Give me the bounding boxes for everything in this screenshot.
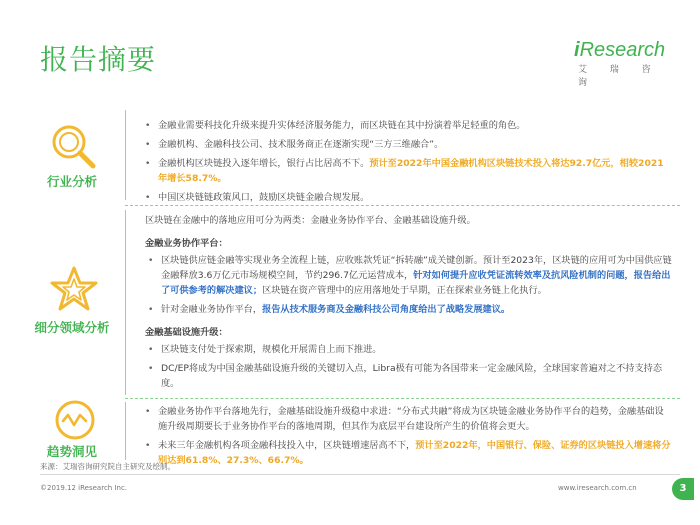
bullet-text: 未来三年金融机构各项金融科技投入中，区块链增速居高不下，	[158, 440, 416, 451]
divider-trend	[125, 402, 126, 460]
highlight-text: 预计至2022年中国金融机构区块链技术投入将达92.7亿元，相较2021年增长58.7%。	[158, 158, 664, 184]
divider-industry	[125, 110, 126, 200]
copyright: ©2019.12 iResearch Inc.	[40, 484, 128, 492]
list-item: • DC/EP将成为中国金融基础设施升级的关键切入点，Libra极有可能为各国带来一定金融风险，全球国家普遍对之不持支持态度。	[145, 361, 673, 391]
highlight-text: 针对如何提升应收凭证流转效率及抗风险机制的问题，报告给出了可供参考的解决建议；	[161, 270, 671, 296]
bullet-text: 区块链供应链金融等实现业务全流程上链，应收账款凭证“拆转融”成关键创新。预计至2023年，区块链的应用可为中国供应链金融释放3.6万亿元市场规模空间，节约296.7亿元运营成本，	[161, 255, 672, 281]
highlight-text: 报告从技术服务商及金融科技公司角度给出了战略发展建议。	[262, 304, 511, 315]
trend-wave-icon	[53, 398, 97, 442]
logo-i: i	[574, 39, 580, 61]
list-item: • 中国区块链链政策风口，鼓励区块链金融合规发展。	[142, 190, 672, 205]
iresearch-logo	[574, 40, 666, 88]
section-label-segment: 细分领域分析	[34, 320, 110, 335]
divider-dashed	[125, 398, 680, 399]
list-item	[142, 438, 672, 468]
page-title: 报告摘要	[40, 43, 157, 76]
bullet-text: 金融机构区块链投入逐年增长，银行占比居高不下。	[158, 158, 370, 169]
list-item: • 金融业务协作平台落地先行，金融基础设施升级稳中求进：“分布式共融”将成为区块链金融业务协作平台的趋势，金融基础设施升级周期要长于业务协作平台的落地周期，但其作为底层平台建设所产生的价值将会更大。	[142, 404, 672, 434]
bullet-text: 区块链在资产管理中的应用落地处于早期，正在探索业务链上化执行。	[262, 285, 547, 296]
star-icon	[46, 262, 102, 318]
divider-dashed	[125, 205, 680, 206]
trend-content	[142, 404, 672, 472]
segment-content	[145, 213, 673, 395]
divider-segment	[125, 210, 126, 395]
list-item	[142, 156, 672, 186]
logo-research: Research	[579, 39, 666, 61]
industry-content	[142, 118, 672, 209]
highlight-text: 预计至2022年，中国银行、保险、证券的区块链投入增速将分别达到61.8%、27.3%、66.7%。	[158, 440, 671, 466]
list-item	[145, 302, 673, 317]
magnifier-icon	[45, 118, 101, 174]
subheading-collab-platform: 金融业务协作平台：	[145, 238, 228, 249]
page-number: 3	[672, 478, 694, 500]
website-link[interactable]: www.iresearch.com.cn	[558, 484, 637, 492]
list-item: • 金融业需要科技化升级来提升实体经济服务能力，而区块链在其中扮演着举足轻重的角色。	[142, 118, 672, 133]
list-item	[145, 253, 673, 298]
footer-divider	[40, 474, 680, 475]
subheading-infrastructure: 金融基础设施升级：	[145, 327, 228, 338]
segment-intro: 区块链在金融中的落地应用可分为两类：金融业务协作平台、金融基础设施升级。	[145, 215, 476, 226]
section-label-trend: 趋势洞见	[46, 444, 97, 459]
section-label-industry: 行业分析	[46, 174, 97, 189]
list-item: • 金融机构、金融科技公司、技术服务商正在逐渐实现“三方三维融合”。	[142, 137, 672, 152]
bullet-text: 针对金融业务协作平台，	[161, 304, 263, 315]
logo-subtitle: 艾 瑞 咨 询	[578, 65, 661, 88]
source-note: 来源：艾瑞咨询研究院自主研究及绘制。	[40, 462, 175, 471]
list-item: • 区块链支付处于探索期，规模化开展需自上而下推进。	[145, 342, 673, 357]
